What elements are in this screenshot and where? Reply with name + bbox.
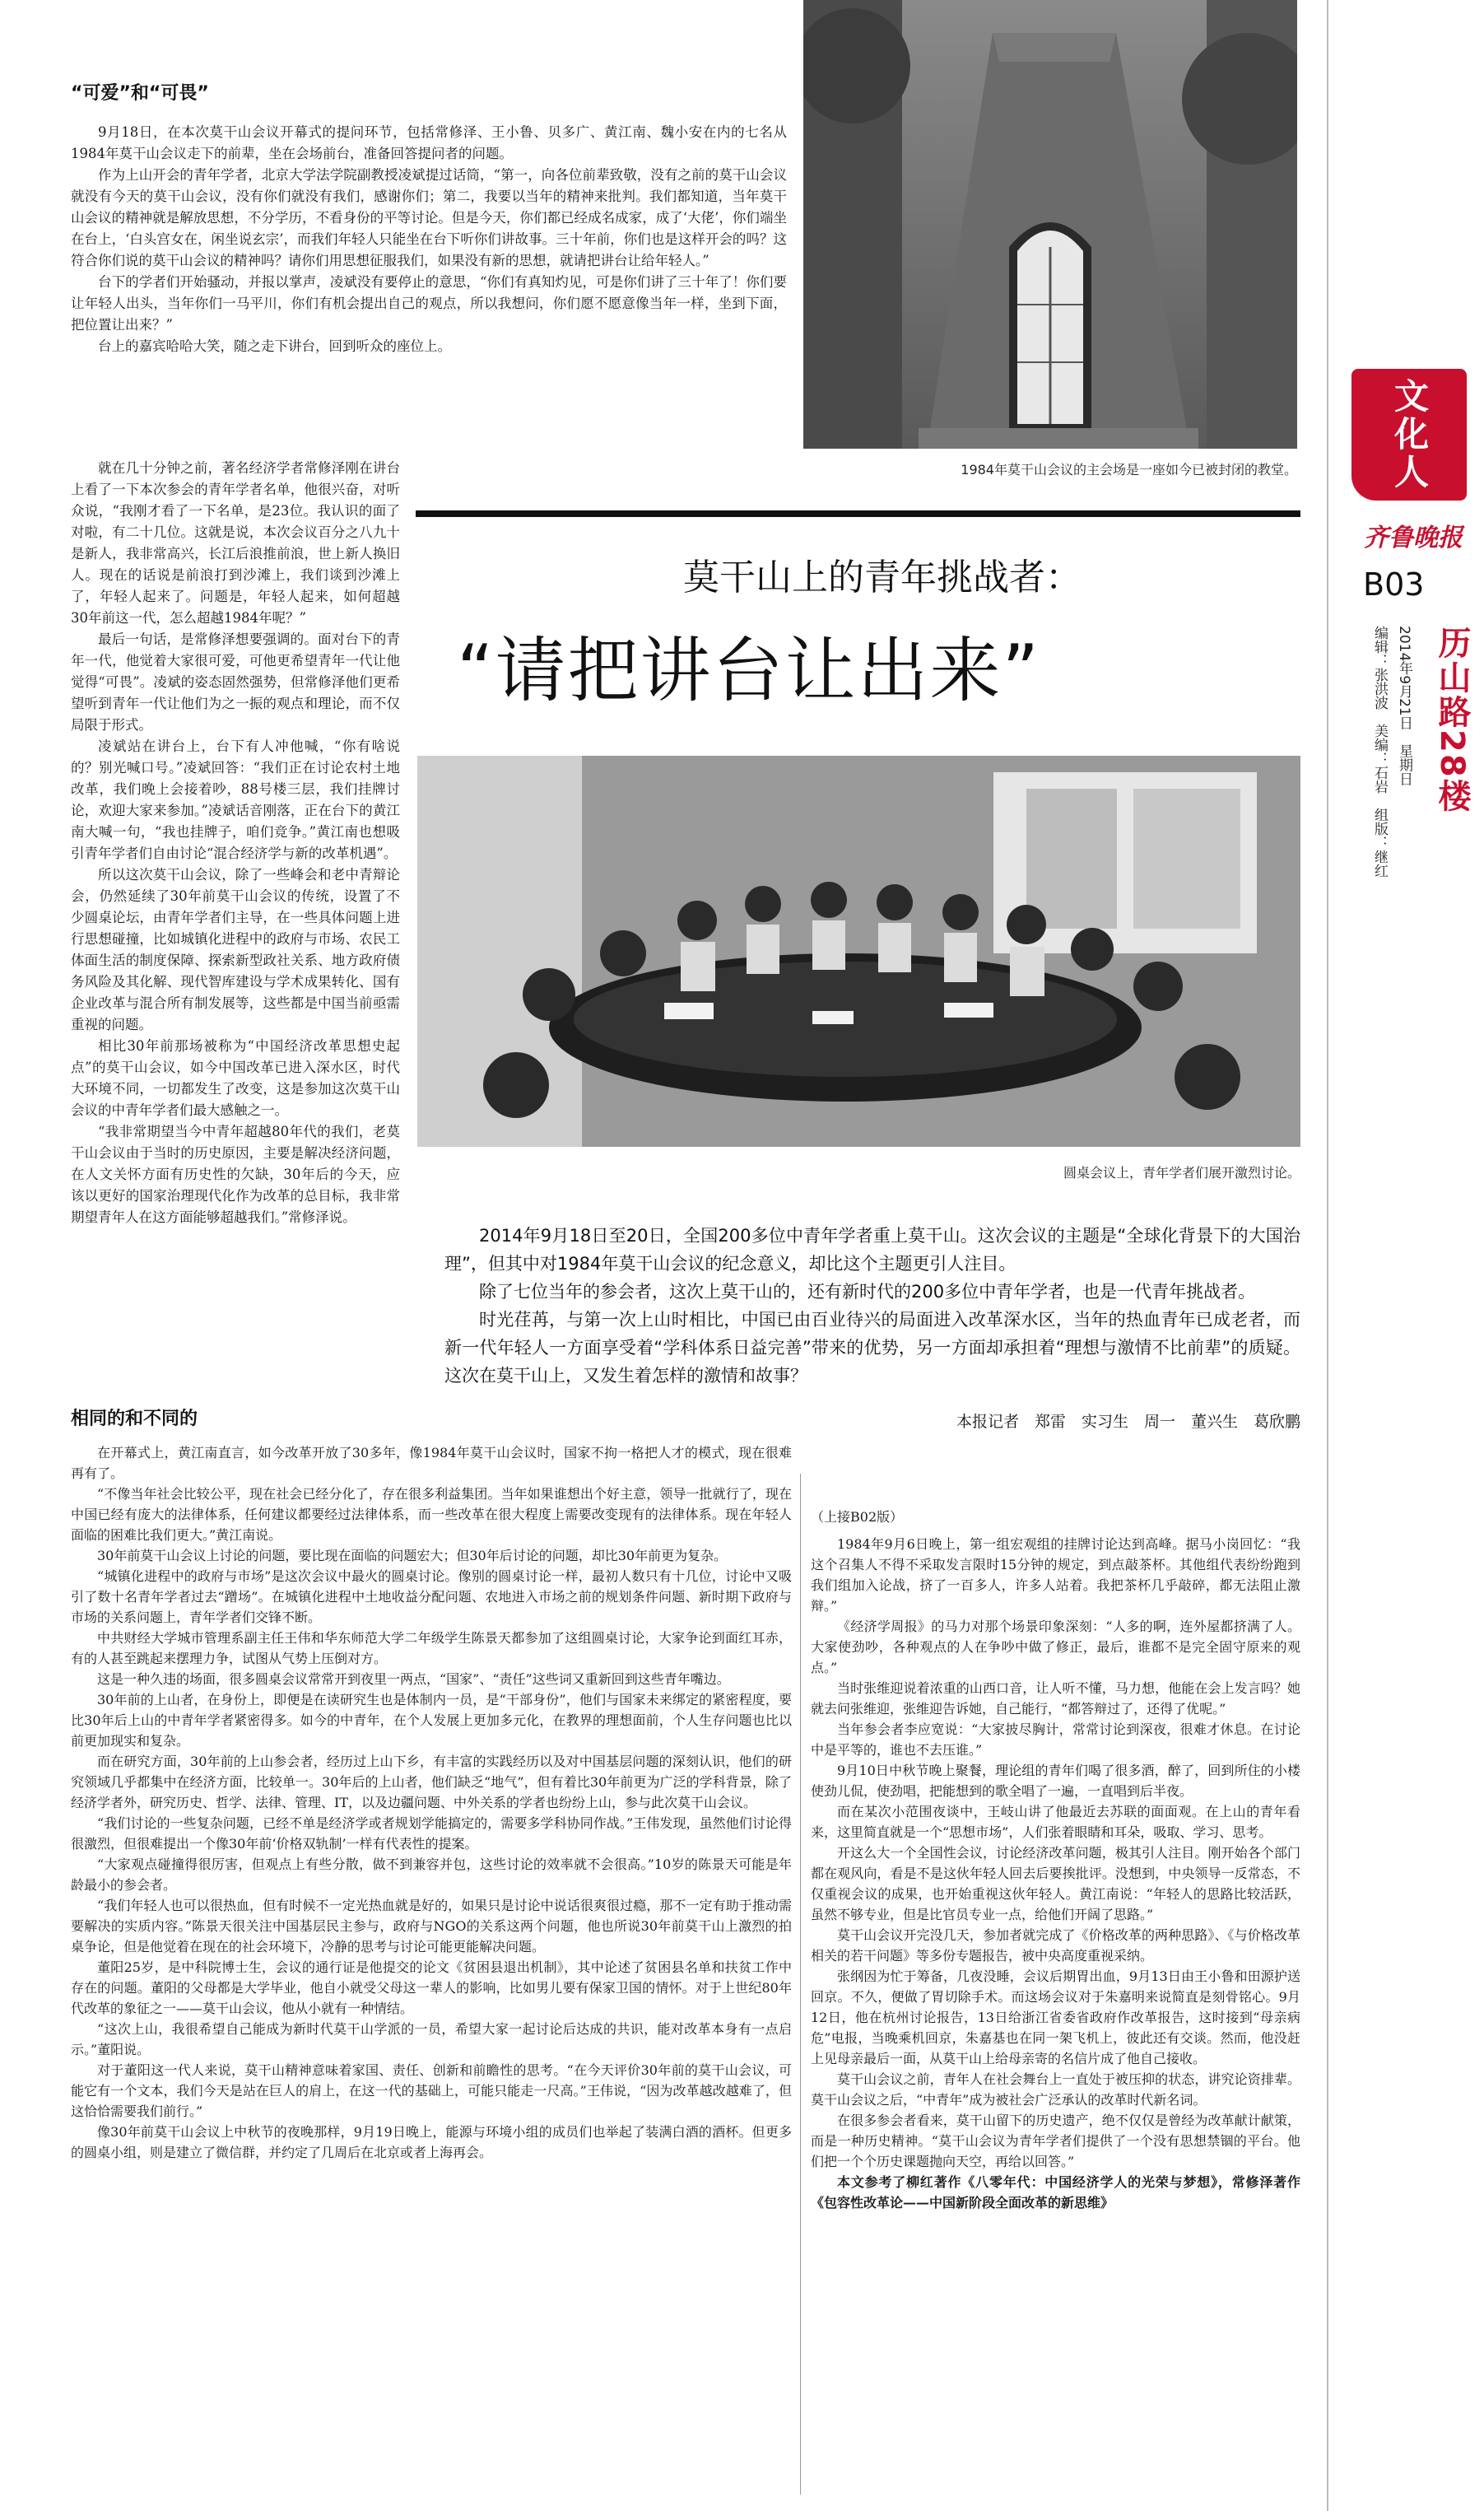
- section2-title: 相同的和不同的: [71, 1409, 198, 1429]
- section2-paragraph: “这次上山，我很希望自己能成为新时代莫干山学派的一员，希望大家一起讨论后达成的共识，能对改革本身有一点启示。”董阳说。: [71, 2021, 792, 2057]
- section1-paragraph: 9月18日，在本次莫干山会议开幕式的提问环节，包括常修泽、王小鲁、贝多广、黄江南、魏小安在内的七名从1984年莫干山会议走下的前辈，坐在会场前台，准备回答提问者的问题。: [71, 124, 787, 161]
- section1-paragraph: 台下的学者们开始骚动，并报以掌声，凌斌没有要停止的意思，“你们有真知灼见，可是你们讲了三十年了！你们要让年轻人出头，当年你们一马平川，你们有机会提出自己的观点，所以我想问，你们愿不愿意像当年一样，坐到下面，把位置让出来？”: [71, 274, 787, 333]
- section2-paragraph: 这是一种久违的场面，很多圆桌会议常常开到夜里一两点，“国家”、“责任”这些词又重新回到这些青年嘴边。: [97, 1671, 730, 1687]
- section2-paragraph: 而在研究方面，30年前的上山参会者，经历过上山下乡，有丰富的实践经历以及对中国基层问题的深刻认识，他们的研究领域几乎都集中在经济方面，比较单一。30年后的上山者，他们缺乏“地气”，但有着比30年前更为广泛的学科背景，除了经济学者外，研究历史、哲学、法律、管理、IT，以及边疆问题、中外关系的学者也纷纷上山，参与此次莫干山会议。: [71, 1754, 792, 1810]
- masthead: [1327, 0, 1484, 2511]
- section3-paragraph: 1984年9月6日晚上，第一组宏观组的挂牌讨论达到高峰。据马小岗回忆：“我这个召集人不得不采取发言限时15分钟的规定，到点敲茶杯。其他组代表纷纷跑到我们组加入论战，挤了一百多人，许多人站着。我把茶杯几乎敲碎，都无法阻止激辩。”: [811, 1536, 1300, 1614]
- section3-paragraph: 在很多参会者看来，莫干山留下的历史遗产，绝不仅仅是曾经为改革献计献策，而是一种历史精神。“莫干山会议为青年学者们提供了一个没有思想禁锢的平台。他们把一个个历史课题抛向天空，再给以回答。”: [811, 2113, 1300, 2169]
- section2-paragraph: “城镇化进程中的政府与市场”是这次会议中最火的圆桌讨论。像别的圆桌讨论一样，最初人数只有十几位，讨论中又吸引了数十名青年学者过去“蹭场”。在城镇化进程中土地收益分配问题、农地进入市场之前的规划条件问题、新时期下政府与市场的关系问题上，青年学者们交锋不断。: [71, 1568, 792, 1625]
- section2-paragraph: “我们讨论的一些复杂问题，已经不单是经济学或者规划学能搞定的，需要多学科协同作战。”王伟发现，虽然他们讨论得很激烈，但很难提出一个像30年前‘价格双轨制’一样有代表性的提案。: [71, 1815, 792, 1852]
- roundtable-photo-caption: 圆桌会议上，青年学者们展开激烈讨论。: [1063, 1165, 1300, 1181]
- section2-paragraph: “大家观点碰撞得很厉害，但观点上有些分散，做不到兼容并包，这些讨论的效率就不会很高。”10岁的陈景天可能是年龄最小的参会者。: [71, 1856, 792, 1893]
- editor-credits: 编辑：张洪波 美编：石岩 组版：继红: [1371, 626, 1388, 878]
- section1-column-a: [71, 122, 787, 357]
- section1-paragraph: 所以这次莫干山会议，除了一些峰会和老中青辩论会，仍然延续了30年前莫干山会议的传统，设置了不少圆桌论坛，由青年学者们主导，在一些具体问题上进行思想碰撞，比如城镇化进程中的政府与市场、农民工体面生活的制度保障、探索新型政社关系、地方政府债务风险及其化解、现代智库建设与学术成果转化、国有企业改革与混合所有制发展等，这些都是中国当前亟需重视的问题。: [71, 867, 400, 1032]
- church-photo-art: [803, 0, 1297, 449]
- section1-paragraph: 作为上山开会的青年学者，北京大学法学院副教授凌斌提过话筒，“第一，向各位前辈致敬，没有之前的莫干山会议就没有今天的莫干山会议，没有你们就没有我们，感谢你们；第二，我要以当年的精神来批判。我们都知道，当年莫干山会议的精神就是解放思想，不分学历，不看身份的平等讨论。但是今天，你们都已经成名成家，成了‘大佬’，你们端坐在台上，‘白头宫女在，闲坐说玄宗’，而我们年轻人只能坐在台下听你们讲故事。三十年前，你们也是这样开会的吗？这符合你们说的莫干山会议的精神吗？请你们用思想征服我们，如果没有新的思想，就请把讲台让给年轻人。”: [71, 167, 787, 268]
- section3-paragraph: 张纲因为忙于筹备，几夜没睡，会议后期胃出血，9月13日由王小鲁和田源护送回京。不久，便做了胃切除手术。而这场会议对于朱嘉明来说简直是刻骨铭心。9月12日，他在杭州讨论报告，13日给浙江省委省政府作改革报告，这时接到“母亲病危”电报，当晚乘机回京，朱嘉基也在同一架飞机上，彼此还有交谈。然而，他没赶上见母亲最后一面，从莫干山上给母亲寄的名信片成了他自己接收。: [811, 1968, 1300, 2066]
- section1-paragraph: 最后一句话，是常修泽想要强调的。面对台下的青年一代，他觉着大家很可爱，可他更希望青年一代让他觉得“可畏”。凌斌的姿态固然强势，但常修泽他们更希望听到青年一代让他们为之一振的观点和理论，而不仅局限于形式。: [71, 631, 400, 733]
- section1-paragraph: “我非常期望当今中青年超越80年代的我们，老莫干山会议由于当时的历史原因，主要是解决经济问题，在人文关怀方面有历史性的欠缺，30年后的今天，应该以更好的国家治理现代化作为改革的总目标，我非常期望青年人在这方面能够超越我们。”常修泽说。: [71, 1124, 400, 1225]
- lead-paragraph: 2014年9月18日至20日，全国200多位中青年学者重上莫干山。这次会议的主题是“全球化背景下的大国治理”，但其中对1984年莫干山会议的纪念意义，却比这个主题更引人注目。: [444, 1226, 1300, 1274]
- section2-column: [71, 1442, 792, 2163]
- section1-paragraph: 台上的嘉宾哈哈大笑，随之走下讲台，回到听众的座位上。: [98, 338, 451, 354]
- church-photo: [803, 0, 1297, 449]
- church-photo-caption: 1984年莫干山会议的主会场是一座如今已被封闭的教堂。: [961, 462, 1297, 478]
- section3-paragraph: 莫干山会议开完没几天，参加者就完成了《价格改革的两种思路》、《与价格改革相关的若干问题》等多份专题报告，被中央高度重视采纳。: [811, 1927, 1300, 1964]
- column-name: 历山路28楼: [1433, 626, 1471, 813]
- roundtable-photo-art: [417, 756, 1300, 1147]
- section2-paragraph: 30年前的上山者，在身份上，即便是在读研究生也是体制内一员，是“干部身份”，他们与国家未来绑定的紧密程度，要比30年后上山的中青年学者紧密得多。如今的中青年，在个人发展上更加多元化，在教界的理想面前，个人生存问题也比以前更加现实和复杂。: [71, 1692, 792, 1749]
- section3-paragraph: 当时张维迎说着浓重的山西口音，让人听不懂，马力想，他能在会上发言吗？她就去问张维迎，张维迎告诉她，自己能行，“都答辩过了，还得了优呢。”: [811, 1680, 1300, 1717]
- section1-column-b: [71, 458, 400, 1228]
- section2-paragraph: 董阳25岁，是中科院博士生，会议的通行证是他提交的论文《贫困县退出机制》，其中论述了贫困县名单和扶贫工作中存在的问题。董阳的父母都是大学毕业，他自小就受父母这一辈人的影响，比如男儿要有保家卫国的情怀。对于上世纪80年代改革的象征之一——莫干山会议，他从小就有一种情结。: [71, 1959, 792, 2016]
- byline: 本报记者 郑雷 实习生 周一 董兴生 葛欣鹏: [956, 1413, 1300, 1431]
- section2-paragraph: 像30年前莫干山会议上中秋节的夜晚那样，9月19日晚上，能源与环境小组的成员们也举起了装满白酒的酒杯。但更多的圆桌小组，则是建立了微信群，并约定了几周后在北京或者上海再会。: [71, 2124, 792, 2160]
- section1-paragraph: 凌斌站在讲台上，台下有人冲他喊，“你有啥说的？别光喊口号。”凌斌回答：“我们正在讨论农村土地改革，我们晚上会接着吵，88号楼三层，我们挂牌讨论，欢迎大家来参加。”凌斌话音刚落，正在台下的黄江南大喊一句，“我也挂牌子，咱们竞争。”黄江南也想吸引青年学者们自由讨论“混合经济学与新的改革机遇”。: [71, 738, 400, 861]
- section3-paragraph: 而在某次小范围夜谈中，王岐山讲了他最近去苏联的面面观。在上山的青年看来，这里简直就是一个“思想市场”，人们张着眼睛和耳朵，吸取、学习、思考。: [811, 1804, 1300, 1840]
- masthead-divider: [1327, 0, 1328, 2511]
- headline-main: “请把讲台让出来”: [457, 630, 1041, 712]
- section3-divider: [800, 1474, 801, 2495]
- section1-title: “可爱”和“可畏”: [71, 83, 209, 104]
- issue-date: [1394, 626, 1415, 786]
- section3-paragraph: 9月10日中秋节晚上聚餐，理论组的青年们喝了很多酒，醉了，回到所住的小楼使劲儿侃，使劲唱，把能想到的歌全唱了一遍，一直唱到后半夜。: [811, 1763, 1300, 1799]
- page-number: B03: [1363, 566, 1425, 603]
- section3-column: [811, 1507, 1300, 2213]
- issue-date-text: 2014年9月21日: [1396, 626, 1412, 730]
- section1-paragraph: 就在几十分钟之前，著名经济学者常修泽刚在讲台上看了一下本次参会的青年学者名单，他很兴奋，对听众说，“我刚才看了一下名单，是23位。我认识的面了对啦，有二十几位。这就是说，本次会议百分之八九十是新人，我非常高兴，长江后浪推前浪，世上新人换旧人。现在的话说是前浪打到沙滩上，我们谈到沙滩上了，年轻人起来了。问题是，年轻人起来，如何超越30年前这一代，怎么超越1984年呢？”: [71, 460, 400, 626]
- issue-weekday: 星期日: [1396, 743, 1412, 786]
- section2-paragraph: “不像当年社会比较公平，现在社会已经分化了，存在很多利益集团。当年如果谁想出个好主意，领导一批就行了，现在中国已经有庞大的法律体系，任何建议都要经过法律体系，而一些改革在很大程度上需要改变现有的法律体系。现在年轻人面临的困难比我们更大。”黄江南说。: [71, 1486, 792, 1543]
- section3-paragraph: 莫干山会议之前，青年人在社会舞台上一直处于被压抑的状态，讲究论资排辈。莫干山会议之后，“中青年”成为被社会广泛承认的改革时代新名词。: [811, 2071, 1300, 2108]
- section2-paragraph: “我们年轻人也可以很热血，但有时候不一定光热血就是好的，如果只是讨论中说话很爽很过瘾，那不一定有助于推动需要解决的实质内容。”陈景天很关注中国基层民主参与，政府与NGO的关系这两个问题，他也所说30年前莫干山上激烈的拍桌争论，但是他觉着在现在的社会环境下，冷静的思考与讨论可能更能解决问题。: [71, 1898, 792, 1954]
- section-badge-text: 文化人: [1389, 378, 1430, 491]
- section1-paragraph: 相比30年前那场被称为“中国经济改革思想史起点”的莫干山会议，如今中国改革已进入深水区，时代大环境不同，一切都发生了改变，这是参加这次莫干山会议的中青年学者们最大感触之一。: [71, 1038, 400, 1118]
- paper-logo-text: 齐鲁晚报: [1364, 524, 1463, 552]
- jump-line: （上接B02版）: [811, 1509, 904, 1525]
- section2-paragraph: 30年前莫干山会议上讨论的问题，要比现在面临的问题宏大；但30年后讨论的问题，却比30年前更为复杂。: [97, 1548, 728, 1563]
- headline-kicker: 莫干山上的青年挑战者：: [683, 557, 1082, 599]
- section-badge: [1351, 369, 1467, 501]
- paper-logo: [1351, 517, 1475, 553]
- headline-rule: [416, 510, 1300, 517]
- section3-paragraph: 开这么大一个全国性会议，讨论经济改革问题，极其引人注目。刚开始各个部门都在观风向，看是不是这伙年轻人回去后要挨批评。没想到，中央领导一反常态，不仅重视会议的成果，也开始重视这伙年轻人。黄江南说：“年轻人的思路比较活跃，虽然不够专业，但是比官员专业一点，给他们开阔了思路。”: [811, 1845, 1300, 1922]
- roundtable-photo: [417, 756, 1300, 1147]
- section2-paragraph: 对于董阳这一代人来说，莫干山精神意味着家国、责任、创新和前瞻性的思考。“在今天评价30年前的莫干山会议，可能它有一个文本，我们今天是站在巨人的肩上，在这一代的基础上，可能只能走一尺高。”王伟说，“因为改革越改越难了，但这恰恰需要我们前行。”: [71, 2062, 792, 2119]
- lead: [444, 1222, 1300, 1390]
- section3-reference: 本文参考了柳红著作《八零年代：中国经济学人的光荣与梦想》，常修泽著作《包容性改革论——中国新阶段全面改革的新思维》: [811, 2174, 1300, 2211]
- lead-paragraph: 除了七位当年的参会者，这次上莫干山的，还有新时代的200多位中青年学者，也是一代青年挑战者。: [479, 1282, 1256, 1302]
- section2-paragraph: 中共财经大学城市管理系副主任王伟和华东师范大学二年级学生陈景天都参加了这组圆桌讨论，大家争论到面红耳赤，有的人甚至跳起来摆理力争，试图从气势上压倒对方。: [71, 1630, 792, 1666]
- lead-paragraph: 时光荏苒，与第一次上山时相比，中国已由百业待兴的局面进入改革深水区，当年的热血青年已成老者，而新一代年轻人一方面享受着“学科体系日益完善”带来的优势，另一方面却承担着“理想与激情不比前辈”的质疑。这次在莫干山上，又发生着怎样的激情和故事？: [444, 1310, 1300, 1386]
- section3-paragraph: 当年参会者李应宽说：“大家披尽胸计，常常讨论到深夜，很难才休息。在讨论中是平等的，谁也不去压谁。”: [811, 1721, 1300, 1758]
- section2-paragraph: 在开幕式上，黄江南直言，如今改革开放了30多年，像1984年莫干山会议时，国家不拘一格把人才的模式，现在很难再有了。: [71, 1445, 792, 1481]
- section3-paragraph: 《经济学周报》的马力对那个场景印象深刻：“人多的啊，连外屋都挤满了人。大家使劲吵，各种观点的人在争吵中做了修正，最后，谁都不是完全固守原来的观点。”: [811, 1619, 1300, 1675]
